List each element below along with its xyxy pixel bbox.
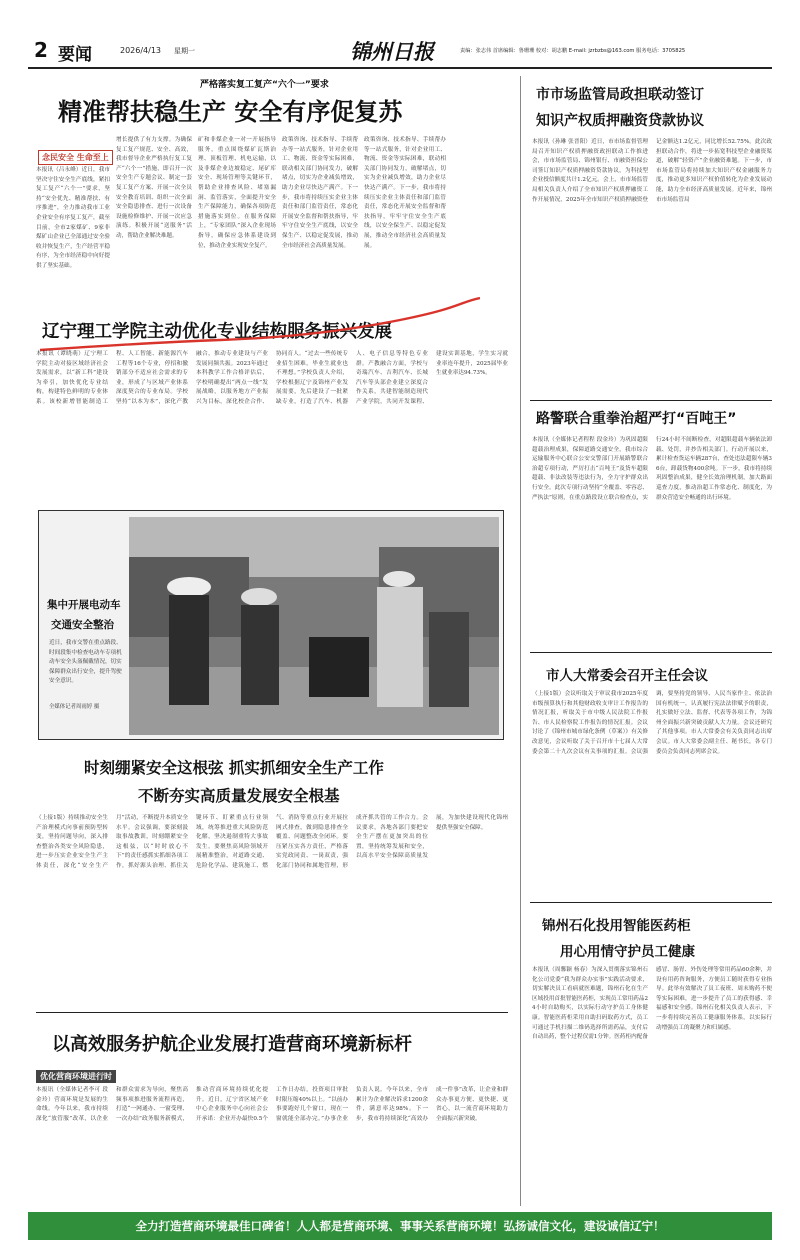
art1-body-col5: 政策咨询、技术指导、手续帮办等一站式服务，针对企业用工、物流、资金等实际困难，联动相关部门协同发力，破解堵点，切实为企业减负增效，助力企业尽快达产满产。下一步，我市将持续压实企业主体责任和部门监管责任，常态化开展安全监督和帮扶指导，牢牢守住安全生产底线，以安全保生产、以稳定促发展，推动全市经济社会高质量发展。	[364, 137, 446, 249]
photo-caption-body: 近日，我市交警在重点路段、时间段集中检查电动车专项机动车安全头盔佩戴情况，切实保障群众出行安全，提升驾驶安全意识。	[49, 640, 122, 685]
art3-headline-1: 时刻绷紧安全这根弦 抓实抓细安全生产工作	[84, 759, 384, 777]
safety-slogan-stamp: 念民安全 生命至上	[38, 150, 113, 165]
editor-credits: 责编：张志伟 首席编辑：鲁珊珊 校对：胡志鹏 E-mail: jzrbzbs@163.com 服务电话：3705825	[460, 48, 686, 54]
section-name: 要闻	[58, 45, 92, 65]
footer-banner	[28, 1212, 772, 1240]
art5-headline-1: 市市场监管局政担联动签订	[536, 87, 704, 103]
art8-body: 本报讯（周馨颖 杨春）为深入贯彻落实锦州石化公司党委“我为群众办实事”实践活动要求，切实解决员工看病就医难题，锦州石化在生产区域投用首批智能医药柜，实现员工常用药品24小时自助购买，以实际行动守护员工身体健康。智能医药柜采用自助扫码取药方式，员工可通过手机扫描二维码选择所需药品，支付后自动出药，整个过程仅需1分钟。医药柜内配备感冒、肠胃、外伤处理等常用药品60余种，并设有用药咨询服务，方便员工随时获得专业指导。此举有效解决了员工夜班、周末购药不便等实际困难，进一步提升了员工的获得感、幸福感和安全感。锦州石化相关负责人表示，下一步将持续完善员工健康服务体系，以实际行动增强员工的凝聚力和归属感。	[532, 967, 772, 1041]
art1-body-col4: 政策咨询、技术指导、手续帮办等一站式服务，针对企业用工、物流、资金等实际困难，联动相关部门协同发力，破解堵点，切实为企业减负增效，助力企业尽快达产满产。下一步，我市将持续压实企业主体责任和部门监管责任，常态化开展安全监督和帮扶指导，牢牢守住安全生产底线，以安全保生产、以稳定促发展，推动全市经济社会高质量发展。	[282, 137, 358, 249]
art6-headline: 路警联合重拳治超严打“百吨王”	[536, 411, 737, 427]
traffic-police-photo	[129, 517, 499, 735]
column-divider	[520, 76, 521, 1206]
art1-body-col2: 增长提供了有力支撑。为确保复工复产规范、安全、高效，我市督导企业严格执行复工复产“六个一”措施，即召开一次安全生产专题会议、制定一套复工复产方案、开展一次全员安全教育培训、组织一次全面安全隐患排查、进行一次设备设施检修维护、开展一次应急演练。积极开展“送服务”活动，帮助企业解决难题。	[116, 137, 192, 239]
issue-date: 2026/4/13	[120, 46, 162, 55]
art2-headline: 辽宁理工学院主动优化专业结构服务振兴发展	[42, 322, 392, 342]
art5-body: 本报讯（孙琳 张晋阳）近日，市市场监督管理局召开知识产权质押融资政担联动工作推进会，市市场监管局、锦州银行、市融资担保公司签订知识产权质押融资贷款协议，为科技型企业授信额度共计1.2亿元。会上，市市场监管局相关负责人介绍了全市知识产权质押融资工作开展情况，2025年全市知识产权质押融资登记金额达1.2亿元，同比增长52.75%。此次政担联动合作，将进一步拓宽科技型企业融资渠道，破解“轻资产”企业融资难题。下一步，市市场监管局将持续加大知识产权金融服务力度，推动更多知识产权价值转化为企业发展动能，助力全市经济高质量发展。近年来，锦州市市场监管局	[532, 139, 772, 203]
section-rule-bottom	[36, 1012, 508, 1013]
art5-headline-2: 知识产权质押融资贷款协议	[536, 113, 704, 129]
right-col-rule-2	[530, 652, 772, 653]
art1-body-col3: 矿和非煤企业一对一开展指导服务，重点围绕煤矿瓦斯治理、顶板管理、机电运输，以及非煤企业边坡稳定、尾矿库安全、现场管理等关键环节，帮助企业排查风险、堵塞漏洞、监管落实，全面提升安全生产保障能力，确保各项防范措施落实到位。在服务保障上，“专家团队”深入企业现场指导，确保应急体系建设到位，推动企业实现安全复产。	[198, 137, 276, 249]
photo-frame	[38, 510, 504, 740]
right-col-rule-3	[530, 902, 772, 903]
masthead-rule	[28, 67, 772, 69]
issue-weekday: 星期一	[174, 47, 195, 55]
right-col-rule-1	[530, 400, 772, 401]
art6-body: 本报讯（全媒体记者程程 段金玲）为巩固超限超载治理成果，保障道路交通安全，我市综合运输服务中心联合公安交警部门开展路警联合治超专项行动，严厉打击“百吨王”及货车超限超载、非法改装等违法行为，全力守护群众出行安全。此次专项行动坚持“全覆盖、零容忍、严执法”原则，在重点路段设立联合检查点，实行24小时不间断检查，对超限超载车辆依法卸载、处罚，并抄告相关部门。行动开展以来，累计检查货运车辆287台，查处违法超限车辆36台，卸载货物400余吨。下一步，我市将持续巩固整治成果，健全长效治理机制，加大路面巡查力度，推动治超工作常态化、制度化，为群众营造安全畅通的出行环境。	[532, 437, 772, 501]
art8-headline-1: 锦州石化投用智能医药柜	[542, 918, 691, 934]
art7-headline: 市人大常委会召开主任会议	[546, 668, 708, 684]
footer-banner-text: 全力打造营商环境最佳口碑省！人人都是营商环境、事事关系营商环境！弘扬诚信文化，建设诚信辽宁！	[135, 1219, 665, 1233]
art1-kicker: 严格落实复工复产“六个一”要求	[200, 80, 329, 90]
photo-credit: 全媒体记者周雨婷 摄	[49, 704, 100, 710]
art4-section-label: 优化营商环境进行时	[36, 1070, 116, 1083]
masthead	[28, 36, 772, 66]
art3-body: （上接1版）持续推动安全生产治理模式向事前预防型转变，坚持问题导向，深入排查整治各类安全风险隐患，进一步压实企业安全生产主体责任，深化“安全生产月”活动，不断提升本质安全水平。会议强调，要深刻汲取事故教训，时刻绷紧安全这根弦，以“时时放心不下”的责任感抓实抓细各项工作，抓好源头治理、抓住关键环节、盯紧重点行业领域，统筹推进重大风险防范化解，坚决遏制重特大事故发生。要聚焦高风险领域开展精准整治，对道路交通、危险化学品、建筑施工、燃气、消防等重点行业开展拉网式排查，做到隐患排查全覆盖、问题整改全闭环。要压紧压实各方责任，严格落实党政同责、一岗双责，强化部门协同和属地管理，形成齐抓共管的工作合力。会议要求，各地各部门要把安全生产摆在更加突出的位置，坚持统筹发展和安全，以高水平安全保障高质量发展，为加快建设现代化锦州提供坚强安全保障。	[36, 815, 508, 869]
art3-headline-2: 不断夯实高质量发展安全根基	[138, 787, 340, 805]
art8-headline-2: 用心用情守护员工健康	[560, 944, 695, 960]
art1-body-col1: 本报讯（吕永峰）近日，我市坚决守住安全生产底线，紧扣复工复产“六个一”要求，坚持“安全优先、精准帮扶、有序推进”，全力推动我市工业企业安全有序复工复产，截至目前，全市2家煤矿、9家非煤矿山企业已全部通过安全验收并恢复生产，生产经营平稳有序，为全市经济稳中向好提供了坚实基础。	[36, 167, 110, 269]
art4-headline: 以高效服务护航企业发展打造营商环境新标杆	[52, 1034, 412, 1055]
art2-body: 本报讯（谭晓萌）辽宁理工学院主动对接区域经济社会发展需求，以“新工科”建设为牵引，加快优化专业结构，构建特色鲜明的专业体系。该校新增智能制造工程、人工智能、新能源汽车工程等16个专业，停招和撤销部分不适应社会需求的专业，形成了与区域产业体系深度契合的专业布局。学校坚持“以本为本”，深化产教融合，推动专业建设与产业发展同频共振。2023年通过本科教学工作合格评估后，学校明确提出“两点一线”发展战略，以服务地方产业振兴为目标，深化校企合作、协同育人。“过去一些传统专业招生困难，毕业生就业也不理想。”学校负责人介绍，学校根据辽宁及锦州产业发展需要，先后建设了一批紧缺专业，打造了汽车、机器人、电子信息等特色专业群。产教融合方面，学校与奇瑞汽车、吉利汽车、长城汽车等头部企业建立深度合作关系，共建智能制造现代产业学院，共同开发课程、建设实训基地，学生实习就业率连年提升，2025届毕业生就业率达94.73%。	[36, 351, 508, 405]
art4-body: 本报讯（全媒体记者李可 段金玲）营商环境是发展的生命线。今年以来，我市持续深化“放管服”改革，以企业和群众需求为导向，聚焦高频事项推进服务流程再造，打造“一网通办、一窗受理、一次办结”政务服务新模式，推动营商环境持续优化提升。近日，辽宁省区域产业中心企业服务中心向社会公开承诺：企业开办最快0.5个工作日办结，投资项目审批时限压缩40%以上。“以前办事要跑好几个窗口，现在一窗就能全部办完。”办事企业负责人说。今年以来，全市累计为企业解决诉求1200余件，满意率达98%。下一步，我市将持续深化“高效办成一件事”改革，让企业和群众办事更方便、更快捷、更省心，以一流营商环境助力全面振兴新突破。	[36, 1087, 508, 1122]
art7-body: （上接1版）会议听取关于审议我市2025年度市级预算执行和其他财政收支审计工作报告的情况汇报，听取关于市中级人民法院工作报告、市人民检察院工作报告的情况汇报。会议讨论了《锦州市城市绿化条例（草案）》有关修改意见，会议听取了关于召开市十七届人大常委会第二十九次会议有关事项的汇报。会议强调，要坚持党的领导、人民当家作主、依法治国有机统一，认真履行宪法法律赋予的职责，扎实做好立法、监督、代表等各项工作，为锦州全面振兴新突破贡献人大力量。会议还研究了其他事项。市人大常委会有关负责同志出席会议。市人大常委会副主任、秘书长，各专门委员会负责同志列席会议。	[532, 691, 772, 755]
page-number: 2	[34, 38, 48, 62]
art1-headline: 精准帮扶稳生产 安全有序促复苏	[58, 98, 403, 126]
photo-caption-title-1: 集中开展电动车	[47, 599, 121, 611]
photo-caption-title-2: 交通安全整治	[51, 619, 114, 631]
newspaper-logo: 锦州日报	[350, 39, 434, 64]
